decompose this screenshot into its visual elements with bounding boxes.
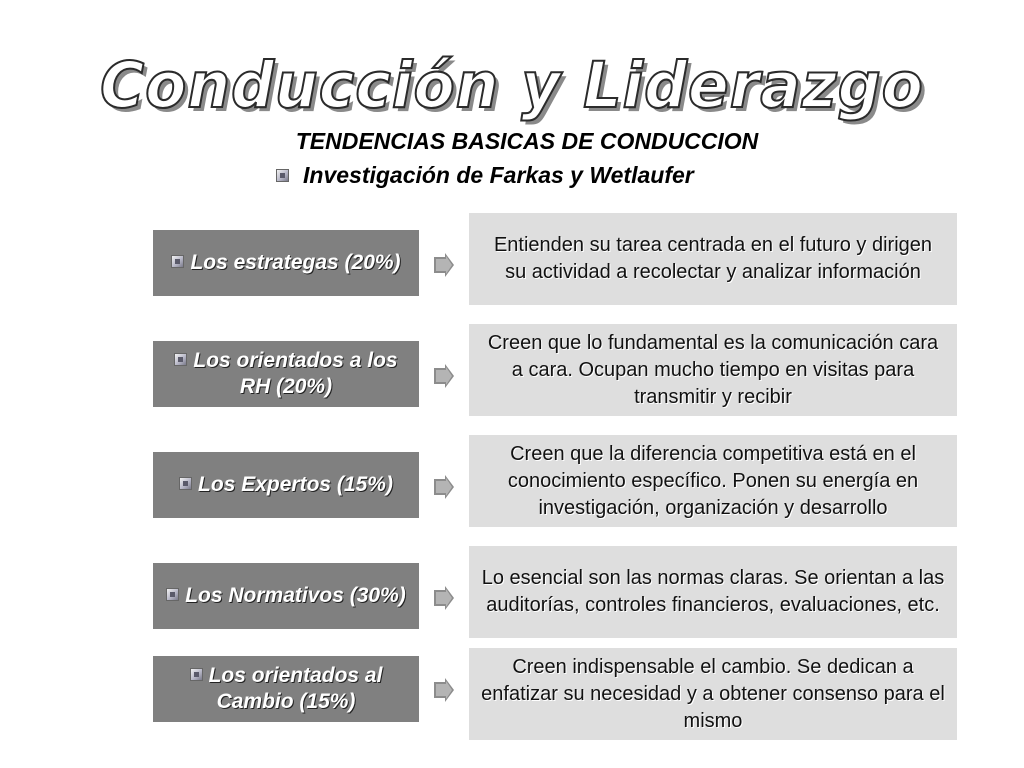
category-box-normativos bbox=[153, 563, 419, 629]
description-box-orientados-rh bbox=[469, 324, 957, 416]
category-description: Creen que la diferencia competitiva está en el conocimiento específico. Ponen su energía en investigación, organización y desarrollo bbox=[507, 442, 919, 519]
square-bullet-icon bbox=[276, 169, 289, 182]
square-bullet-icon bbox=[174, 353, 187, 366]
arrow-right-icon bbox=[434, 364, 454, 388]
category-description: Lo esencial son las normas claras. Se orientan a las auditorías, controles financieros, evaluaciones, etc. bbox=[481, 567, 945, 616]
subtitle-research bbox=[276, 160, 694, 190]
category-description: Creen que lo fundamental es la comunicación cara a cara. Ocupan mucho tiempo en visitas para transmitir y recibir bbox=[487, 331, 939, 408]
arrow-right-icon bbox=[434, 253, 454, 277]
description-box-expertos bbox=[469, 435, 957, 527]
category-label: Los orientados al Cambio (15%) bbox=[208, 664, 383, 713]
arrow-right-icon bbox=[434, 475, 454, 499]
square-bullet-icon bbox=[179, 477, 192, 490]
description-box-estrategas bbox=[469, 213, 957, 305]
slide-title: Conducción y Liderazgo bbox=[100, 49, 924, 123]
subtitle-research-text: Investigación de Farkas y Wetlaufer bbox=[303, 162, 694, 188]
arrow-right-icon bbox=[434, 586, 454, 610]
square-bullet-icon bbox=[171, 255, 184, 268]
description-box-normativos bbox=[469, 546, 957, 638]
category-box-estrategas bbox=[153, 230, 419, 296]
category-box-expertos bbox=[153, 452, 419, 518]
category-label: Los Expertos (15%) bbox=[198, 473, 393, 496]
square-bullet-icon bbox=[190, 668, 203, 681]
category-description: Entienden su tarea centrada en el futuro y dirigen su actividad a recolectar y analizar información bbox=[493, 234, 933, 283]
category-description: Creen indispensable el cambio. Se dedican a enfatizar su necesidad y a obtener consenso para el mismo bbox=[481, 655, 945, 732]
category-box-orientados-rh bbox=[153, 341, 419, 407]
category-label: Los estrategas (20%) bbox=[190, 251, 401, 274]
arrow-right-icon bbox=[434, 678, 454, 702]
category-label: Los Normativos (30%) bbox=[185, 584, 406, 607]
description-box-orientados-cambio bbox=[469, 648, 957, 740]
category-box-orientados-cambio bbox=[153, 656, 419, 722]
category-label: Los orientados a los RH (20%) bbox=[193, 349, 398, 398]
square-bullet-icon bbox=[166, 588, 179, 601]
subtitle: TENDENCIAS BASICAS DE CONDUCCION bbox=[295, 128, 759, 154]
